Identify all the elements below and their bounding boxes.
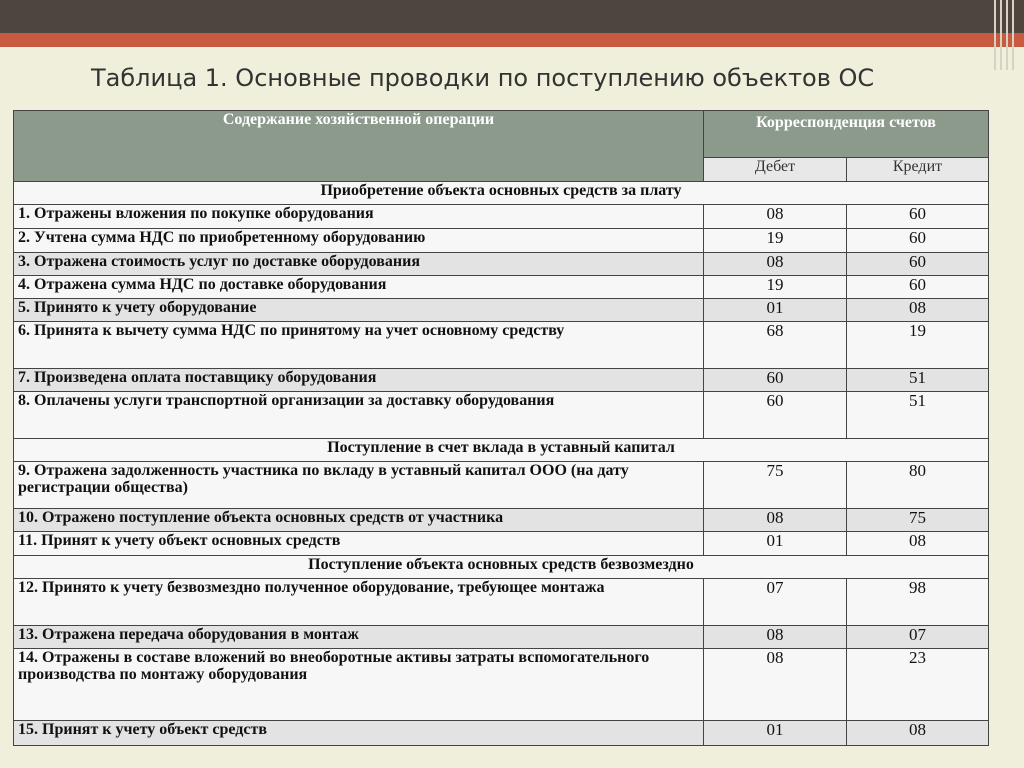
table-row [14, 229, 989, 253]
table-row [14, 322, 989, 369]
row-credit: 60 [847, 276, 989, 299]
table-row [14, 509, 989, 532]
table-row [14, 392, 989, 439]
row-debit: 08 [704, 509, 847, 532]
row-credit: 60 [847, 229, 989, 253]
row-debit: 08 [704, 253, 847, 276]
table-row [14, 276, 989, 299]
row-description: 7. Произведена оплата поставщику оборудования [14, 369, 704, 392]
row-debit: 01 [704, 721, 847, 746]
row-credit: 51 [847, 369, 989, 392]
row-debit: 08 [704, 649, 847, 721]
table-row [14, 369, 989, 392]
row-debit: 07 [704, 579, 847, 626]
row-debit: 08 [704, 626, 847, 649]
header-credit: Кредит [847, 158, 989, 182]
section-heading: Поступление в счет вклада в уставный капитал [14, 439, 989, 462]
row-description: 13. Отражена передача оборудования в монтаж [14, 626, 704, 649]
table-row [14, 626, 989, 649]
row-credit: 75 [847, 509, 989, 532]
row-description: 3. Отражена стоимость услуг по доставке оборудования [14, 253, 704, 276]
section-heading: Поступление объекта основных средств безвозмездно [14, 556, 989, 579]
row-credit: 23 [847, 649, 989, 721]
table-row [14, 462, 989, 509]
table-row [14, 205, 989, 229]
top-bar [0, 0, 1024, 33]
row-description: 1. Отражены вложения по покупке оборудования [14, 205, 704, 229]
row-description: 11. Принят к учету объект основных средств [14, 532, 704, 556]
row-credit: 08 [847, 299, 989, 322]
row-debit: 08 [704, 205, 847, 229]
row-credit: 60 [847, 253, 989, 276]
row-debit: 01 [704, 532, 847, 556]
header-operation: Содержание хозяйственной операции [14, 111, 704, 182]
row-credit: 51 [847, 392, 989, 439]
row-description: 2. Учтена сумма НДС по приобретенному оборудованию [14, 229, 704, 253]
decorative-lines [992, 0, 1024, 70]
table-row [14, 721, 989, 746]
table-row [14, 253, 989, 276]
row-debit: 68 [704, 322, 847, 369]
row-description: 9. Отражена задолженность участника по вкладу в уставный капитал ООО (на дату регистрации общества) [14, 462, 704, 509]
header-correspondence: Корреспонденция счетов [704, 111, 989, 158]
row-description: 12. Принято к учету безвозмездно полученное оборудование, требующее монтажа [14, 579, 704, 626]
accent-stripe [0, 33, 1024, 47]
section-heading: Приобретение объекта основных средств за плату [14, 182, 989, 205]
row-debit: 19 [704, 229, 847, 253]
row-description: 6. Принята к вычету сумма НДС по принятому на учет основному средству [14, 322, 704, 369]
row-credit: 07 [847, 626, 989, 649]
table-row [14, 299, 989, 322]
table-row [14, 649, 989, 721]
row-description: 10. Отражено поступление объекта основных средств от участника [14, 509, 704, 532]
row-debit: 19 [704, 276, 847, 299]
row-debit: 60 [704, 369, 847, 392]
row-credit: 80 [847, 462, 989, 509]
row-description: 8. Оплачены услуги транспортной организации за доставку оборудования [14, 392, 704, 439]
row-debit: 01 [704, 299, 847, 322]
row-description: 4. Отражена сумма НДС по доставке оборудования [14, 276, 704, 299]
row-debit: 60 [704, 392, 847, 439]
row-debit: 75 [704, 462, 847, 509]
slide-title: Таблица 1. Основные проводки по поступлению объектов ОС [91, 64, 875, 92]
table-row [14, 579, 989, 626]
row-credit: 60 [847, 205, 989, 229]
row-description: 14. Отражены в составе вложений во внеоборотные активы затраты вспомогательного производства по монтажу оборудования [14, 649, 704, 721]
row-credit: 08 [847, 721, 989, 746]
row-credit: 98 [847, 579, 989, 626]
row-description: 15. Принят к учету объект средств [14, 721, 704, 746]
row-description: 5. Принято к учету оборудование [14, 299, 704, 322]
row-credit: 19 [847, 322, 989, 369]
header-debit: Дебет [704, 158, 847, 182]
row-credit: 08 [847, 532, 989, 556]
table-row [14, 532, 989, 556]
postings-table [13, 110, 989, 746]
